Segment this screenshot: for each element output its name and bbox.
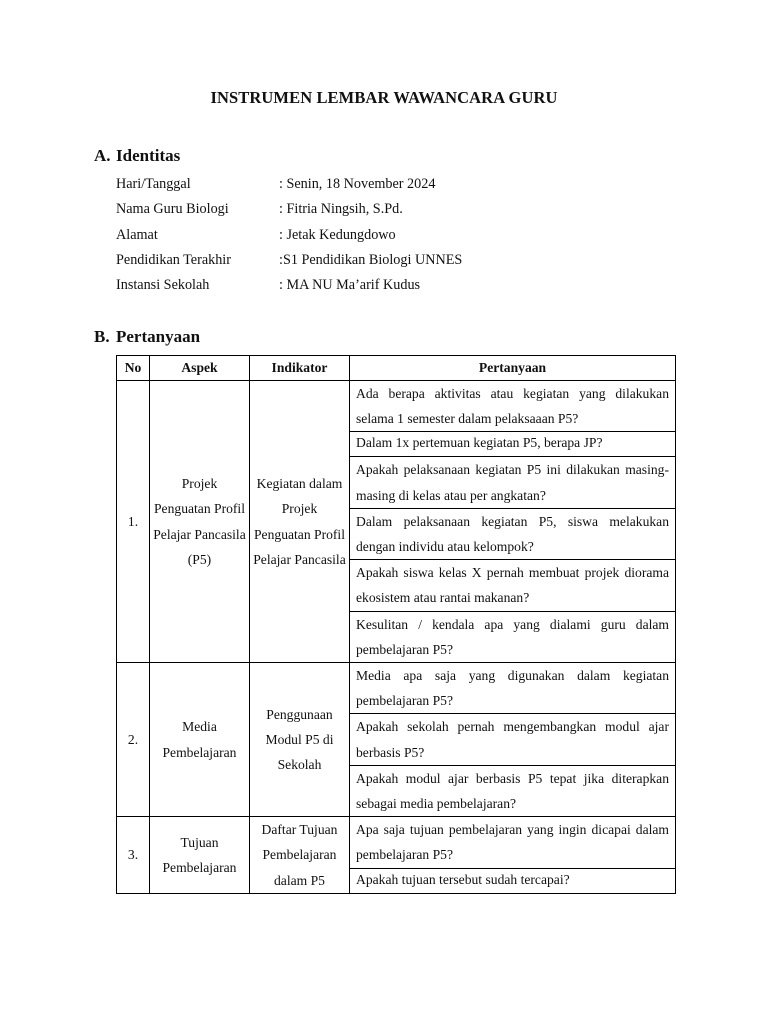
- identity-row: [116, 173, 462, 198]
- section-b-letter: B.: [94, 327, 110, 346]
- aspek-cell: Media Pembelajaran: [150, 663, 250, 817]
- aspek-cell: Projek Penguatan Profil Pelajar Pancasila (P5): [150, 381, 250, 663]
- indikator-cell: Kegiatan dalam Projek Penguatan Profil Pelajar Pancasila: [250, 381, 350, 663]
- identity-label: Pendidikan Terakhir: [116, 251, 231, 268]
- question-cell: Ada berapa aktivitas atau kegiatan yang dilakukan selama 1 semester dalam pelaksaaan P5?: [350, 381, 676, 432]
- question-cell: Apakah pelaksanaan kegiatan P5 ini dilakukan masing-masing di kelas atau per angkatan?: [350, 457, 676, 508]
- identity-value: : MA NU Ma’arif Kudus: [279, 277, 421, 294]
- header-aspek: Aspek: [150, 356, 250, 381]
- question-cell: Apakah modul ajar berbasis P5 tepat jika diterapkan sebagai media pembelajaran?: [350, 765, 676, 816]
- section-a-title: Identitas: [116, 146, 181, 165]
- table-header-row: [117, 356, 676, 381]
- identity-value: : Fitria Ningsih, S.Pd.: [279, 201, 403, 218]
- indikator-cell: Daftar Tujuan Pembelajaran dalam P5: [250, 817, 350, 894]
- indikator-cell: Penggunaan Modul P5 di Sekolah: [250, 663, 350, 817]
- identity-row: [116, 198, 462, 223]
- identity-label: Instansi Sekolah: [116, 277, 210, 294]
- section-a-heading: [94, 146, 180, 166]
- document-title: INSTRUMEN LEMBAR WAWANCARA GURU: [210, 88, 558, 107]
- question-cell: Dalam pelaksanaan kegiatan P5, siswa melakukan dengan individu atau kelompok?: [350, 508, 676, 559]
- identity-row: [116, 274, 462, 299]
- identity-label: Nama Guru Biologi: [116, 201, 229, 218]
- question-cell: Apakah tujuan tersebut sudah tercapai?: [350, 868, 676, 893]
- identity-value: : Senin, 18 November 2024: [279, 176, 436, 192]
- question-cell: Apa saja tujuan pembelajaran yang ingin dicapai dalam pembelajaran P5?: [350, 817, 676, 869]
- section-a-letter: A.: [94, 146, 111, 165]
- header-pertanyaan: Pertanyaan: [350, 356, 676, 381]
- header-no: No: [117, 356, 150, 381]
- question-cell: Apakah siswa kelas X pernah membuat projek diorama ekosistem atau rantai makanan?: [350, 560, 676, 611]
- row-number: 2.: [117, 663, 150, 817]
- section-b-title: Pertanyaan: [116, 327, 201, 346]
- identity-label: Alamat: [116, 226, 158, 243]
- aspek-cell: Tujuan Pembelajaran: [150, 817, 250, 894]
- table-row: [117, 817, 676, 869]
- identity-list: [116, 173, 462, 299]
- row-number: 3.: [117, 817, 150, 894]
- row-number: 1.: [117, 381, 150, 663]
- identity-row: [116, 224, 462, 249]
- question-cell: Dalam 1x pertemuan kegiatan P5, berapa JP?: [350, 432, 676, 457]
- table-row: [117, 381, 676, 432]
- table-row: [117, 663, 676, 714]
- identity-value: : Jetak Kedungdowo: [279, 226, 396, 243]
- header-indikator: Indikator: [250, 356, 350, 381]
- question-cell: Media apa saja yang digunakan dalam kegiatan pembelajaran P5?: [350, 663, 676, 714]
- identity-label: Hari/Tanggal: [116, 176, 191, 192]
- identity-value: :S1 Pendidikan Biologi UNNES: [279, 251, 463, 268]
- identity-row: [116, 249, 462, 274]
- question-cell: Apakah sekolah pernah mengembangkan modul ajar berbasis P5?: [350, 714, 676, 765]
- question-cell: Kesulitan / kendala apa yang dialami guru dalam pembelajaran P5?: [350, 611, 676, 662]
- section-b-heading: [94, 327, 200, 347]
- questions-table: [116, 355, 676, 894]
